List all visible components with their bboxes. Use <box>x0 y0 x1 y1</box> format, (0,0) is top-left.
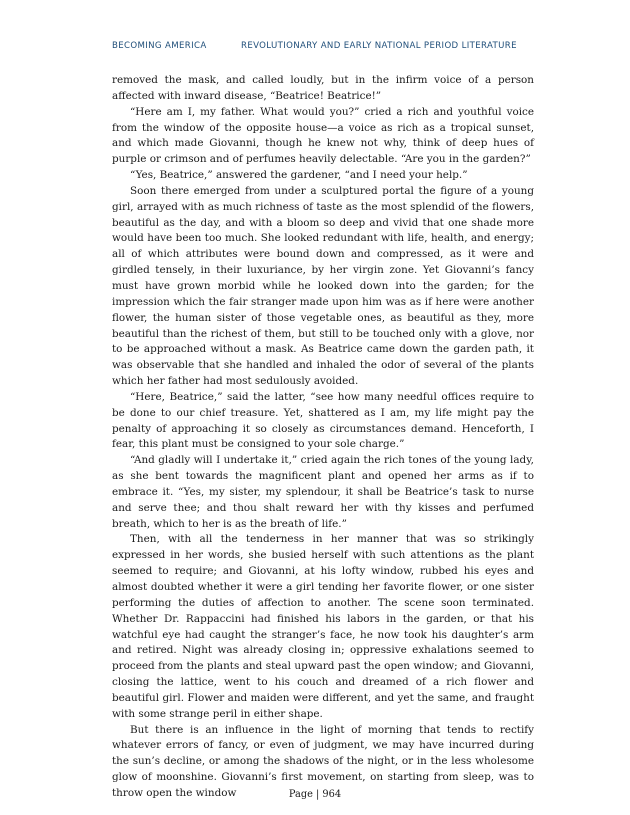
running-header <box>112 41 532 51</box>
paragraph: “Yes, Beatrice,” answered the gardener, “and I need your help.” <box>130 169 468 182</box>
page-body <box>112 73 534 802</box>
page-number: Page | 964 <box>288 789 342 800</box>
paragraph: But there is an influence in the light of morning that tends to rectify whatever errors of fancy, or even of judgment, we may have incurred during the sun’s decline, or among the shadows of the night, or in the less wholesome glow of moonshine. Giovanni’s first movement, on starting from sleep, was to throw open the window <box>112 723 534 799</box>
section-title: REVOLUTIONARY AND EARLY NATIONAL PERIOD LITERATURE <box>241 41 517 51</box>
book-title: BECOMING AMERICA <box>112 41 207 51</box>
paragraph: Soon there emerged from under a sculptured portal the figure of a young girl, arrayed with as much richness of taste as the most splendid of the flowers, beautiful as the day, and with a bloom so deep and vivid that one shade more would have been too much. She looked redundant with life, health, and energy; all of which attributes were bound down and compressed, as it were and girdled tensely, in their luxuriance, by her virgin zone. Yet Giovanni’s fancy must have grown morbid while he looked down into the garden; for the impression which the fair stranger made upon him was as if here were another flower, the human sister of those vegetable ones, as beautiful as they, more beautiful than the richest of them, but still to be touched only with a glove, nor to be approached without a mask. As Beatrice came down the garden path, it was observable that she handled and inhaled the odor of several of the plants which her father had most sedulously avoided. <box>112 184 534 388</box>
paragraph: “Here, Beatrice,” said the latter, “see how many needful offices require to be done to our chief treasure. Yet, shattered as I am, my life might pay the penalty of approaching it so closely as circumstances demand. Henceforth, I fear, this plant must be consigned to your sole charge.” <box>112 390 534 451</box>
paragraph: “Here am I, my father. What would you?” cried a rich and youthful voice from the window of the opposite house—a voice as rich as a tropical sunset, and which made Giovanni, though he knew not why, think of deep hues of purple or crimson and of perfumes heavily delectable. “Are you in the garden?” <box>112 105 534 166</box>
paragraph: removed the mask, and called loudly, but in the infirm voice of a person affected with inward disease, “Beatrice! Beatrice!” <box>112 74 534 102</box>
page-footer <box>0 789 630 800</box>
paragraph: Then, with all the tenderness in her manner that was so strikingly expressed in her words, she busied herself with such attentions as the plant seemed to require; and Giovanni, at his lofty window, rubbed his eyes and almost doubted whether it were a girl tending her favorite flower, or one sister performing the duties of affection to another. The scene soon terminated. Whether Dr. Rappaccini had finished his labors in the garden, or that his watchful eye had caught the stranger’s face, he now took his daughter’s arm and retired. Night was already closing in; oppressive exhalations seemed to proceed from the plants and steal upward past the open window; and Giovanni, closing the lattice, went to his couch and dreamed of a rich flower and beautiful girl. Flower and maiden were different, and yet the same, and fraught with some strange peril in either shape. <box>112 533 534 720</box>
paragraph: “And gladly will I undertake it,” cried again the rich tones of the young lady, as she bent towards the magnificent plant and opened her arms as if to embrace it. “Yes, my sister, my splendour, it shall be Beatrice’s task to nurse and serve thee; and thou shalt reward her with thy kisses and perfumed breath, which to her is as the breath of life.” <box>112 454 534 530</box>
